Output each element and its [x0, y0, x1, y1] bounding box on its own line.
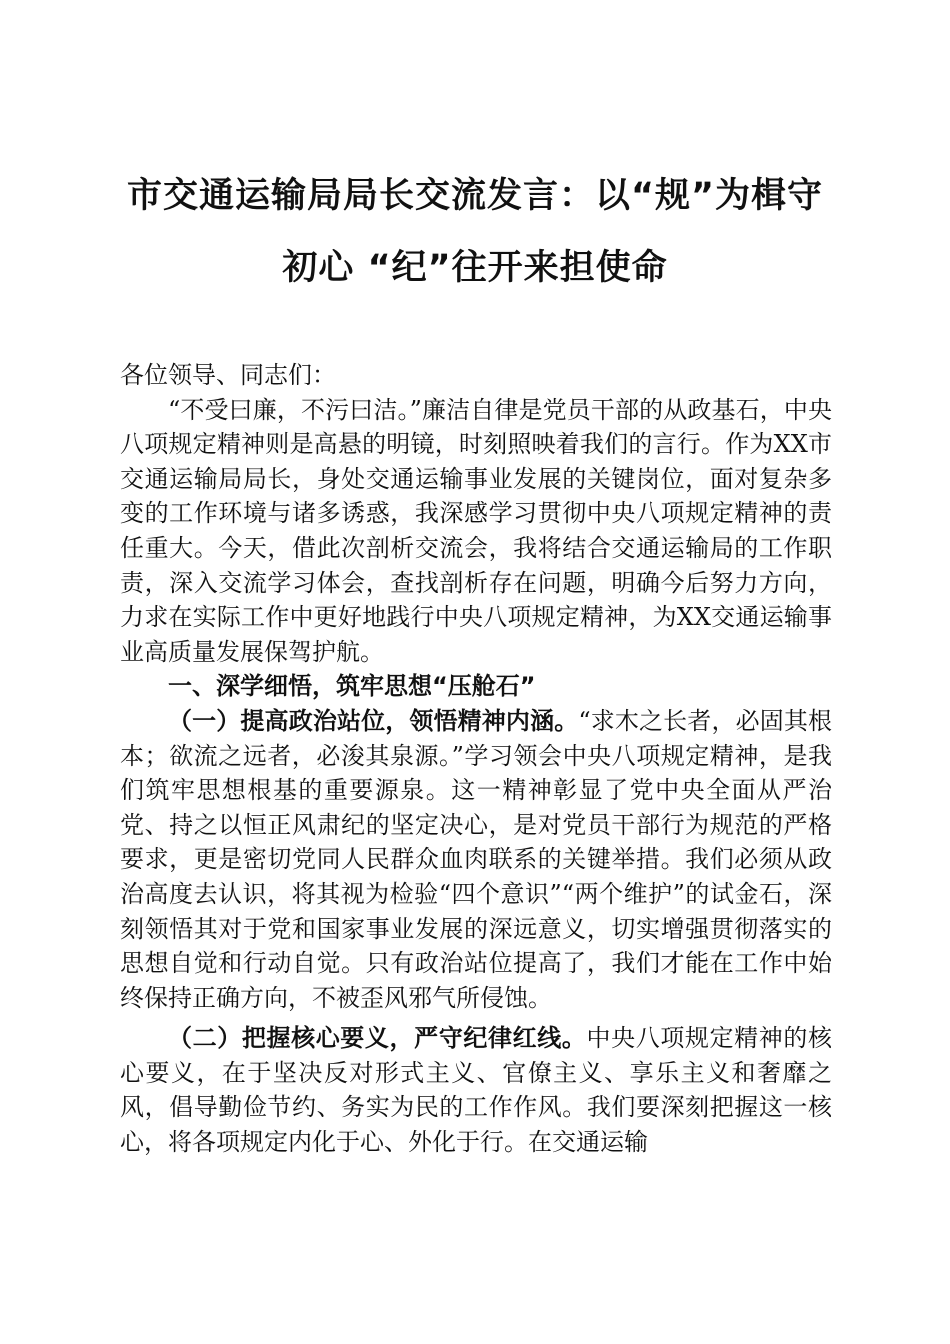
subsection-2-lead: （二）把握核心要义，严守纪律红线。 — [168, 1024, 587, 1053]
subsection-1-paragraph — [120, 704, 832, 1015]
document-title-line-1: 市交通运输局局长交流发言：以“规”为楫守 — [126, 176, 823, 216]
salutation: 各位领导、同志们： — [120, 361, 336, 389]
subsection-2-text: 中央八项规定精神的核心要义，在于坚决反对形式主义、官僚主义、享乐主义和奢靡之风，倡导勤俭节约、务实为民的工作作风。我们要深刻把握这一核心，将各项规定内化于心、外化于行。在交通运输 — [120, 1024, 833, 1157]
section-1-heading: 一、深学细悟，筑牢思想“压舱石” — [168, 672, 536, 701]
document-title-line-2: 初心 “纪”往开来担使命 — [282, 248, 668, 288]
subsection-2-paragraph — [120, 1021, 832, 1159]
subsection-1-text: “求木之长者，必固其根本；欲流之远者，必浚其泉源。”学习领会中央八项规定精神，是我们筑牢思想根基的重要源泉。这一精神彰显了党中央全面从严治党、持之以恒正风肃纪的坚定决心，是对党员干部行为规范的严格要求，更是密切党同人民群众血肉联系的关键举措。我们必须从政治高度去认识，将其视为检验“四个意识”“两个维护”的试金石，深刻领悟其对于党和国家事业发展的深远意义，切实增强贯彻落实的思想自觉和行动自觉。只有政治站位提高了，我们才能在工作中始终保持正确方向，不被歪风邪气所侵蚀。 — [120, 706, 832, 1012]
intro-paragraph: “不受曰廉，不污曰洁。”廉洁自律是党员干部的从政基石，中央八项规定精神则是高悬的明镜，时刻照映着我们的言行。作为XX市交通运输局局长，身处交通运输事业发展的关键岗位，面对复杂多变的工作环境与诸多诱惑，我深感学习贯彻中央八项规定精神的责任重大。今天，借此次剖析交流会，我将结合交通运输局的工作职责，深入交流学习体会，查找剖析存在问题，明确今后努力方向，力求在实际工作中更好地践行中央八项规定精神，为XX交通运输事业高质量发展保驾护航。 — [120, 395, 832, 666]
subsection-1-lead: （一）提高政治站位，领悟精神内涵。 — [168, 706, 579, 735]
document-body — [120, 358, 832, 1160]
